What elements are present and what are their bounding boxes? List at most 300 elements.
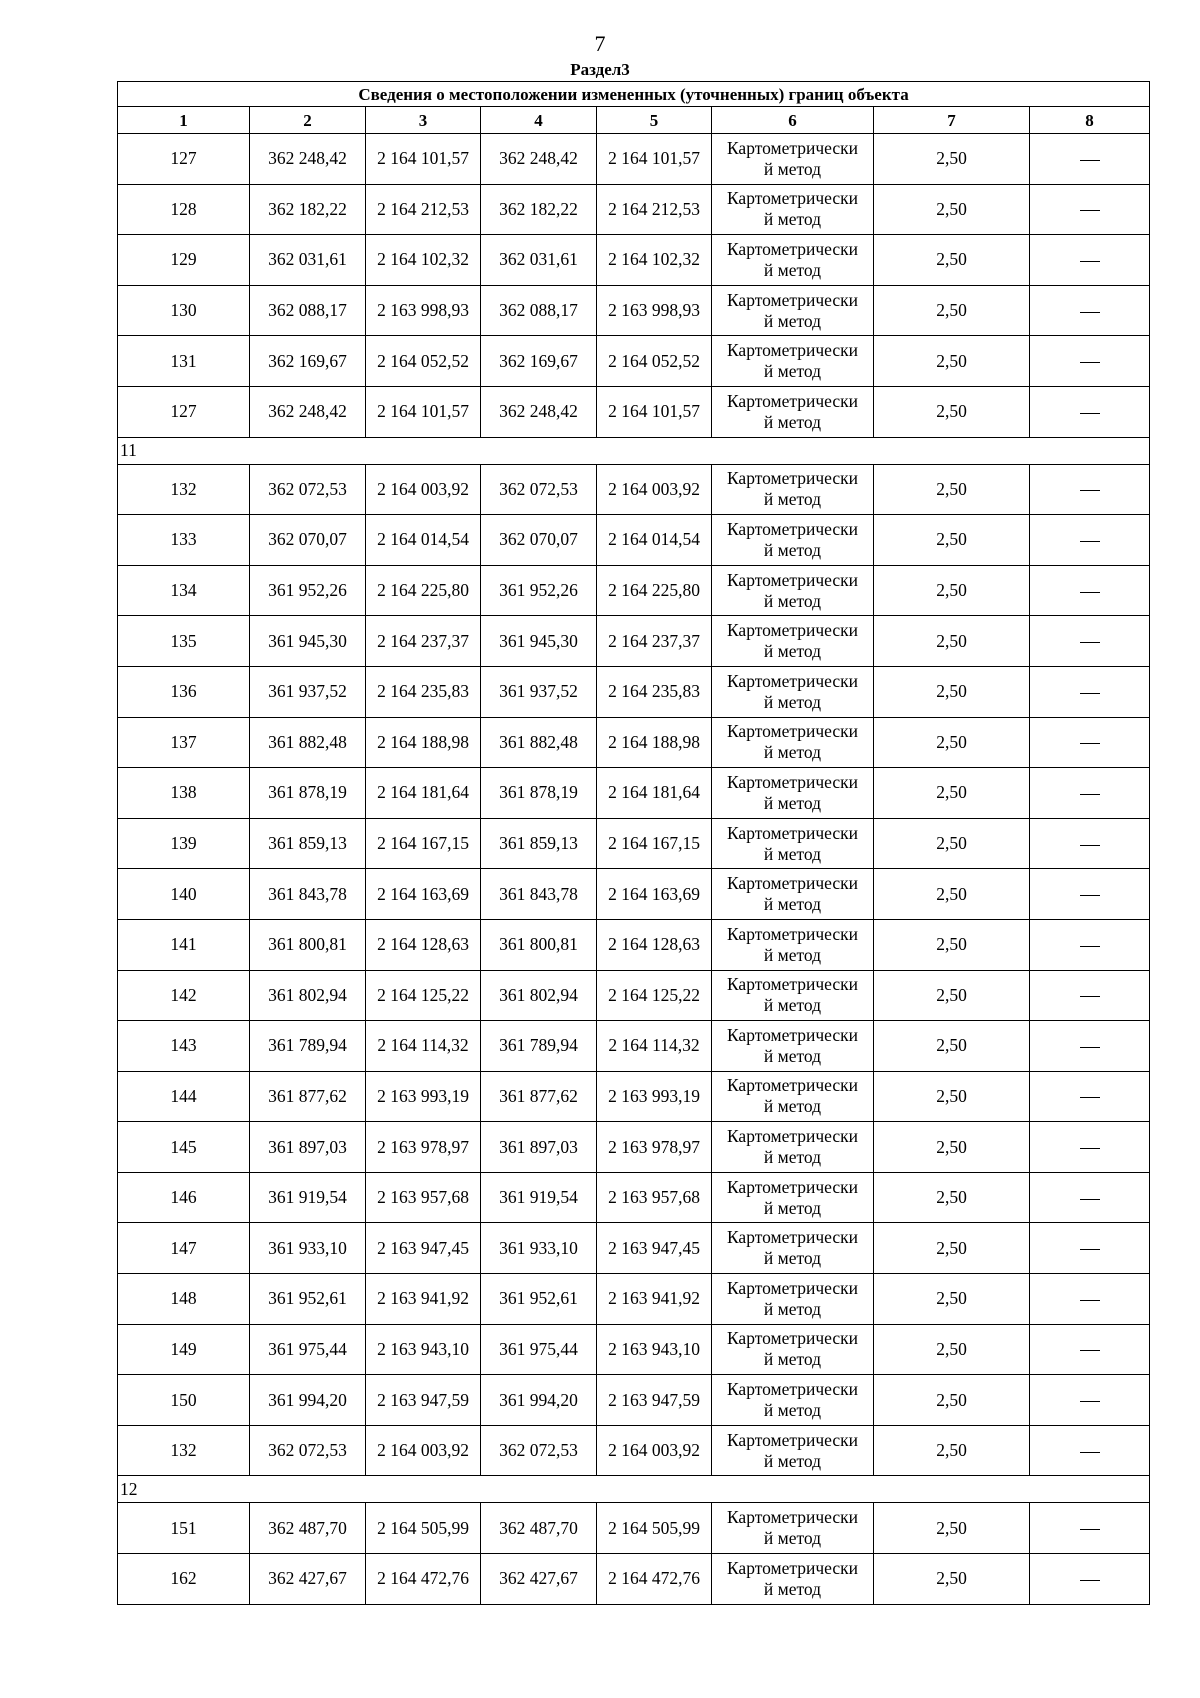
y-refined-cell: 2 164 101,57 — [597, 134, 712, 185]
accuracy-cell: 2,50 — [874, 717, 1030, 768]
point-number-cell: 141 — [118, 919, 250, 970]
x-existing-cell: 362 182,22 — [250, 184, 366, 235]
accuracy-cell: 2,50 — [874, 616, 1030, 667]
page-number: 7 — [594, 31, 606, 56]
table-row — [118, 616, 1150, 667]
method-line-2: й метод — [763, 792, 822, 813]
table-row — [118, 1172, 1150, 1223]
point-number-cell: 138 — [118, 768, 250, 819]
y-existing-cell: 2 164 003,92 — [366, 464, 481, 515]
method-cell — [712, 970, 874, 1021]
method-line-2: й метод — [763, 843, 822, 864]
method-cell — [712, 1503, 874, 1554]
accuracy-cell: 2,50 — [874, 1172, 1030, 1223]
method-line-1: Картометрически — [726, 1557, 859, 1578]
x-existing-cell: 362 248,42 — [250, 134, 366, 185]
table-row — [118, 1122, 1150, 1173]
x-existing-cell: 362 169,67 — [250, 336, 366, 387]
point-number-cell: 128 — [118, 184, 250, 235]
method-cell — [712, 666, 874, 717]
method-line-1: Картометрически — [726, 1429, 859, 1450]
x-refined-cell: 361 994,20 — [481, 1375, 597, 1426]
table-row — [118, 970, 1150, 1021]
accuracy-cell: 2,50 — [874, 1122, 1030, 1173]
x-existing-cell: 361 919,54 — [250, 1172, 366, 1223]
point-number-cell: 140 — [118, 869, 250, 920]
y-existing-cell: 2 163 947,59 — [366, 1375, 481, 1426]
method-cell — [712, 235, 874, 286]
note-cell — [1030, 768, 1150, 819]
table-row — [118, 134, 1150, 185]
y-refined-cell: 2 164 052,52 — [597, 336, 712, 387]
note-cell — [1030, 919, 1150, 970]
accuracy-cell: 2,50 — [874, 818, 1030, 869]
point-number-cell: 131 — [118, 336, 250, 387]
x-existing-cell: 362 487,70 — [250, 1503, 366, 1554]
method-line-1: Картометрически — [726, 1379, 859, 1400]
table-row — [118, 184, 1150, 235]
dash-mark — [1080, 743, 1100, 744]
method-line-2: й метод — [763, 1298, 822, 1319]
note-cell — [1030, 386, 1150, 437]
note-cell — [1030, 464, 1150, 515]
table-row — [118, 869, 1150, 920]
accuracy-cell: 2,50 — [874, 285, 1030, 336]
x-refined-cell: 362 427,67 — [481, 1554, 597, 1605]
dash-mark — [1080, 261, 1100, 262]
x-existing-cell: 362 070,07 — [250, 515, 366, 566]
dash-mark — [1080, 210, 1100, 211]
accuracy-cell: 2,50 — [874, 1503, 1030, 1554]
x-existing-cell: 361 877,62 — [250, 1071, 366, 1122]
accuracy-cell: 2,50 — [874, 235, 1030, 286]
method-cell — [712, 1071, 874, 1122]
y-refined-cell: 2 163 947,59 — [597, 1375, 712, 1426]
y-refined-cell: 2 164 128,63 — [597, 919, 712, 970]
y-existing-cell: 2 164 237,37 — [366, 616, 481, 667]
method-line-2: й метод — [763, 489, 822, 510]
note-cell — [1030, 1375, 1150, 1426]
method-cell — [712, 336, 874, 387]
note-cell — [1030, 1503, 1150, 1554]
method-cell — [712, 1324, 874, 1375]
y-existing-cell: 2 163 978,97 — [366, 1122, 481, 1173]
method-line-2: й метод — [763, 158, 822, 179]
x-refined-cell: 361 859,13 — [481, 818, 597, 869]
x-existing-cell: 361 952,61 — [250, 1274, 366, 1325]
note-cell — [1030, 134, 1150, 185]
x-refined-cell: 362 088,17 — [481, 285, 597, 336]
x-refined-cell: 361 937,52 — [481, 666, 597, 717]
note-cell — [1030, 1172, 1150, 1223]
accuracy-cell: 2,50 — [874, 970, 1030, 1021]
table-row — [118, 386, 1150, 437]
y-existing-cell: 2 163 947,45 — [366, 1223, 481, 1274]
x-refined-cell: 362 169,67 — [481, 336, 597, 387]
method-line-2: й метод — [763, 1400, 822, 1421]
dash-mark — [1080, 1452, 1100, 1453]
table-row — [118, 1503, 1150, 1554]
accuracy-cell: 2,50 — [874, 1071, 1030, 1122]
note-cell — [1030, 184, 1150, 235]
accuracy-cell: 2,50 — [874, 1425, 1030, 1476]
y-refined-cell: 2 164 225,80 — [597, 565, 712, 616]
y-existing-cell: 2 163 941,92 — [366, 1274, 481, 1325]
method-line-2: й метод — [763, 1349, 822, 1370]
accuracy-cell: 2,50 — [874, 464, 1030, 515]
method-line-1: Картометрически — [726, 1328, 859, 1349]
dash-mark — [1080, 413, 1100, 414]
point-number-cell: 136 — [118, 666, 250, 717]
method-line-1: Картометрически — [726, 721, 859, 742]
column-number: 3 — [366, 107, 481, 134]
point-number-cell: 139 — [118, 818, 250, 869]
method-line-2: й метод — [763, 1096, 822, 1117]
y-refined-cell: 2 164 188,98 — [597, 717, 712, 768]
y-existing-cell: 2 163 957,68 — [366, 1172, 481, 1223]
point-number-cell: 127 — [118, 134, 250, 185]
x-existing-cell: 361 843,78 — [250, 869, 366, 920]
y-existing-cell: 2 164 114,32 — [366, 1021, 481, 1072]
method-line-1: Картометрически — [726, 238, 859, 259]
group-label-row — [118, 437, 1150, 464]
dash-mark — [1080, 693, 1100, 694]
x-existing-cell: 361 975,44 — [250, 1324, 366, 1375]
method-line-2: й метод — [763, 1578, 822, 1599]
x-existing-cell: 361 789,94 — [250, 1021, 366, 1072]
column-number: 8 — [1030, 107, 1150, 134]
x-existing-cell: 362 031,61 — [250, 235, 366, 286]
accuracy-cell: 2,50 — [874, 1324, 1030, 1375]
x-existing-cell: 362 427,67 — [250, 1554, 366, 1605]
point-number-cell: 149 — [118, 1324, 250, 1375]
method-cell — [712, 768, 874, 819]
dash-mark — [1080, 845, 1100, 846]
note-cell — [1030, 515, 1150, 566]
accuracy-cell: 2,50 — [874, 184, 1030, 235]
note-cell — [1030, 869, 1150, 920]
accuracy-cell: 2,50 — [874, 565, 1030, 616]
column-number: 5 — [597, 107, 712, 134]
note-cell — [1030, 565, 1150, 616]
dash-mark — [1080, 1580, 1100, 1581]
table-row — [118, 336, 1150, 387]
method-line-1: Картометрически — [726, 822, 859, 843]
method-line-2: й метод — [763, 641, 822, 662]
note-cell — [1030, 285, 1150, 336]
point-number-cell: 148 — [118, 1274, 250, 1325]
x-existing-cell: 361 882,48 — [250, 717, 366, 768]
table-row — [118, 464, 1150, 515]
x-existing-cell: 361 945,30 — [250, 616, 366, 667]
method-cell — [712, 1021, 874, 1072]
method-cell — [712, 1375, 874, 1426]
x-refined-cell: 362 487,70 — [481, 1503, 597, 1554]
point-number-cell: 162 — [118, 1554, 250, 1605]
method-cell — [712, 869, 874, 920]
method-line-2: й метод — [763, 411, 822, 432]
point-number-cell: 127 — [118, 386, 250, 437]
dash-mark — [1080, 1401, 1100, 1402]
y-existing-cell: 2 163 943,10 — [366, 1324, 481, 1375]
method-cell — [712, 515, 874, 566]
table-caption-row — [118, 82, 1150, 107]
y-refined-cell: 2 164 505,99 — [597, 1503, 712, 1554]
method-cell — [712, 818, 874, 869]
y-refined-cell: 2 164 235,83 — [597, 666, 712, 717]
method-cell — [712, 1223, 874, 1274]
method-line-1: Картометрически — [726, 1176, 859, 1197]
dash-mark — [1080, 1249, 1100, 1250]
method-line-1: Картометрически — [726, 1227, 859, 1248]
y-refined-cell: 2 164 014,54 — [597, 515, 712, 566]
x-refined-cell: 361 952,26 — [481, 565, 597, 616]
y-existing-cell: 2 164 101,57 — [366, 134, 481, 185]
method-line-2: й метод — [763, 1147, 822, 1168]
x-existing-cell: 361 800,81 — [250, 919, 366, 970]
x-existing-cell: 362 072,53 — [250, 1425, 366, 1476]
table-row — [118, 717, 1150, 768]
x-refined-cell: 361 882,48 — [481, 717, 597, 768]
dash-mark — [1080, 642, 1100, 643]
x-refined-cell: 362 031,61 — [481, 235, 597, 286]
column-number: 7 — [874, 107, 1030, 134]
method-line-2: й метод — [763, 259, 822, 280]
method-line-1: Картометрически — [726, 620, 859, 641]
method-cell — [712, 1122, 874, 1173]
y-refined-cell: 2 163 947,45 — [597, 1223, 712, 1274]
dash-mark — [1080, 362, 1100, 363]
method-cell — [712, 184, 874, 235]
x-refined-cell: 362 248,42 — [481, 134, 597, 185]
dash-mark — [1080, 1097, 1100, 1098]
y-refined-cell: 2 164 114,32 — [597, 1021, 712, 1072]
method-line-1: Картометрически — [726, 923, 859, 944]
table-row — [118, 666, 1150, 717]
x-refined-cell: 362 248,42 — [481, 386, 597, 437]
x-refined-cell: 361 897,03 — [481, 1122, 597, 1173]
x-refined-cell: 361 975,44 — [481, 1324, 597, 1375]
x-existing-cell: 362 088,17 — [250, 285, 366, 336]
accuracy-cell: 2,50 — [874, 336, 1030, 387]
y-refined-cell: 2 164 472,76 — [597, 1554, 712, 1605]
point-number-cell: 132 — [118, 464, 250, 515]
y-refined-cell: 2 164 003,92 — [597, 464, 712, 515]
x-existing-cell: 362 072,53 — [250, 464, 366, 515]
method-line-2: й метод — [763, 361, 822, 382]
method-line-1: Картометрически — [726, 340, 859, 361]
x-existing-cell: 362 248,42 — [250, 386, 366, 437]
table-row — [118, 1324, 1150, 1375]
x-refined-cell: 361 878,19 — [481, 768, 597, 819]
method-line-2: й метод — [763, 539, 822, 560]
method-line-1: Картометрически — [726, 569, 859, 590]
dash-mark — [1080, 1529, 1100, 1530]
y-existing-cell: 2 164 181,64 — [366, 768, 481, 819]
table-row — [118, 1554, 1150, 1605]
table-row — [118, 565, 1150, 616]
point-number-cell: 129 — [118, 235, 250, 286]
x-existing-cell: 361 897,03 — [250, 1122, 366, 1173]
x-refined-cell: 362 072,53 — [481, 464, 597, 515]
note-cell — [1030, 1021, 1150, 1072]
x-refined-cell: 361 945,30 — [481, 616, 597, 667]
method-cell — [712, 1554, 874, 1605]
dash-mark — [1080, 160, 1100, 161]
y-existing-cell: 2 164 014,54 — [366, 515, 481, 566]
x-existing-cell: 361 952,26 — [250, 565, 366, 616]
method-line-2: й метод — [763, 1045, 822, 1066]
x-existing-cell: 361 937,52 — [250, 666, 366, 717]
y-existing-cell: 2 164 052,52 — [366, 336, 481, 387]
method-cell — [712, 1274, 874, 1325]
y-refined-cell: 2 163 998,93 — [597, 285, 712, 336]
column-number: 1 — [118, 107, 250, 134]
accuracy-cell: 2,50 — [874, 666, 1030, 717]
y-existing-cell: 2 164 505,99 — [366, 1503, 481, 1554]
x-refined-cell: 362 072,53 — [481, 1425, 597, 1476]
method-line-1: Картометрически — [726, 873, 859, 894]
dash-mark — [1080, 592, 1100, 593]
method-line-1: Картометрически — [726, 137, 859, 158]
table-row — [118, 235, 1150, 286]
method-cell — [712, 616, 874, 667]
accuracy-cell: 2,50 — [874, 1223, 1030, 1274]
method-line-2: й метод — [763, 1197, 822, 1218]
point-number-cell: 146 — [118, 1172, 250, 1223]
x-existing-cell: 361 933,10 — [250, 1223, 366, 1274]
method-line-1: Картометрически — [726, 1277, 859, 1298]
point-number-cell: 132 — [118, 1425, 250, 1476]
x-refined-cell: 362 182,22 — [481, 184, 597, 235]
y-existing-cell: 2 164 225,80 — [366, 565, 481, 616]
y-refined-cell: 2 164 237,37 — [597, 616, 712, 667]
method-cell — [712, 1172, 874, 1223]
y-refined-cell: 2 164 102,32 — [597, 235, 712, 286]
dash-mark — [1080, 312, 1100, 313]
y-refined-cell: 2 164 167,15 — [597, 818, 712, 869]
method-line-2: й метод — [763, 944, 822, 965]
x-refined-cell: 361 802,94 — [481, 970, 597, 1021]
method-line-2: й метод — [763, 894, 822, 915]
y-existing-cell: 2 164 125,22 — [366, 970, 481, 1021]
column-number-row — [118, 107, 1150, 134]
y-existing-cell: 2 164 188,98 — [366, 717, 481, 768]
method-cell — [712, 919, 874, 970]
accuracy-cell: 2,50 — [874, 1274, 1030, 1325]
point-number-cell: 151 — [118, 1503, 250, 1554]
point-number-cell: 147 — [118, 1223, 250, 1274]
y-existing-cell: 2 164 102,32 — [366, 235, 481, 286]
note-cell — [1030, 1122, 1150, 1173]
section-title: Раздел3 — [570, 60, 630, 79]
y-refined-cell: 2 163 993,19 — [597, 1071, 712, 1122]
x-refined-cell: 361 843,78 — [481, 869, 597, 920]
dash-mark — [1080, 996, 1100, 997]
column-number: 4 — [481, 107, 597, 134]
method-line-2: й метод — [763, 995, 822, 1016]
point-number-cell: 134 — [118, 565, 250, 616]
x-refined-cell: 361 933,10 — [481, 1223, 597, 1274]
method-line-2: й метод — [763, 691, 822, 712]
table-row — [118, 1274, 1150, 1325]
dash-mark — [1080, 490, 1100, 491]
x-existing-cell: 361 802,94 — [250, 970, 366, 1021]
method-line-2: й метод — [763, 1248, 822, 1269]
note-cell — [1030, 1223, 1150, 1274]
method-cell — [712, 1425, 874, 1476]
y-refined-cell: 2 164 181,64 — [597, 768, 712, 819]
dash-mark — [1080, 1047, 1100, 1048]
accuracy-cell: 2,50 — [874, 386, 1030, 437]
point-number-cell: 135 — [118, 616, 250, 667]
y-existing-cell: 2 164 163,69 — [366, 869, 481, 920]
accuracy-cell: 2,50 — [874, 1375, 1030, 1426]
group-label-row — [118, 1476, 1150, 1503]
note-cell — [1030, 1425, 1150, 1476]
y-existing-cell: 2 164 128,63 — [366, 919, 481, 970]
method-line-1: Картометрически — [726, 468, 859, 489]
y-existing-cell: 2 163 998,93 — [366, 285, 481, 336]
method-line-1: Картометрически — [726, 518, 859, 539]
boundary-coordinates-table — [117, 81, 1150, 1605]
accuracy-cell: 2,50 — [874, 515, 1030, 566]
dash-mark — [1080, 1350, 1100, 1351]
point-number-cell: 144 — [118, 1071, 250, 1122]
dash-mark — [1080, 1148, 1100, 1149]
note-cell — [1030, 717, 1150, 768]
note-cell — [1030, 235, 1150, 286]
y-refined-cell: 2 164 163,69 — [597, 869, 712, 920]
point-number-cell: 143 — [118, 1021, 250, 1072]
accuracy-cell: 2,50 — [874, 1554, 1030, 1605]
y-refined-cell: 2 164 101,57 — [597, 386, 712, 437]
method-line-1: Картометрически — [726, 1126, 859, 1147]
x-refined-cell: 362 070,07 — [481, 515, 597, 566]
method-line-2: й метод — [763, 742, 822, 763]
table-row — [118, 1425, 1150, 1476]
note-cell — [1030, 666, 1150, 717]
method-cell — [712, 285, 874, 336]
accuracy-cell: 2,50 — [874, 869, 1030, 920]
dash-mark — [1080, 895, 1100, 896]
method-line-1: Картометрически — [726, 1024, 859, 1045]
method-line-1: Картометрически — [726, 1075, 859, 1096]
method-line-2: й метод — [763, 310, 822, 331]
x-refined-cell: 361 800,81 — [481, 919, 597, 970]
table-row — [118, 919, 1150, 970]
x-refined-cell: 361 952,61 — [481, 1274, 597, 1325]
accuracy-cell: 2,50 — [874, 768, 1030, 819]
y-existing-cell: 2 163 993,19 — [366, 1071, 481, 1122]
method-cell — [712, 464, 874, 515]
point-number-cell: 142 — [118, 970, 250, 1021]
note-cell — [1030, 616, 1150, 667]
column-number: 6 — [712, 107, 874, 134]
accuracy-cell: 2,50 — [874, 1021, 1030, 1072]
point-number-cell: 145 — [118, 1122, 250, 1173]
dash-mark — [1080, 1300, 1100, 1301]
y-refined-cell: 2 163 957,68 — [597, 1172, 712, 1223]
method-line-2: й метод — [763, 590, 822, 611]
method-cell — [712, 565, 874, 616]
x-existing-cell: 361 859,13 — [250, 818, 366, 869]
y-existing-cell: 2 164 167,15 — [366, 818, 481, 869]
table-caption: Сведения о местоположении измененных (уточненных) границ объекта — [118, 82, 1150, 107]
y-existing-cell: 2 164 472,76 — [366, 1554, 481, 1605]
note-cell — [1030, 818, 1150, 869]
note-cell — [1030, 970, 1150, 1021]
